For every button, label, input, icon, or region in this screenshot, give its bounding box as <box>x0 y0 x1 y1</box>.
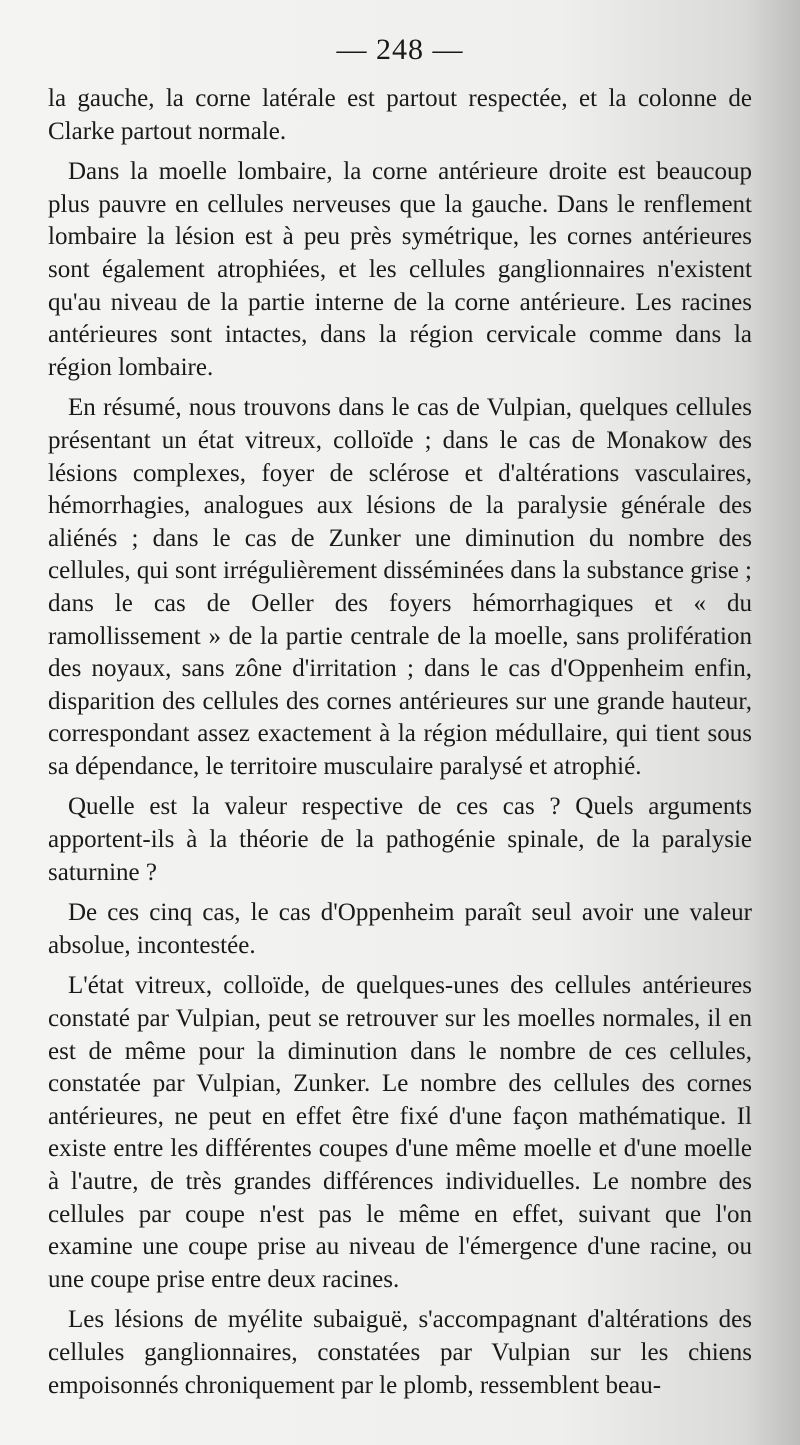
paragraph-4: Quelle est la valeur respective de ces cas ? Quels arguments apportent-ils à la théorie de la pathogénie spinale, de la paralysie saturnine ? <box>48 793 752 886</box>
body-text <box>48 83 752 1410</box>
paragraph-3: En résumé, nous trouvons dans le cas de Vulpian, quelques cellules présentant un état vitreux, colloïde ; dans le cas de Monakow des lésions complexes, foyer de sclérose et d'altérations vasculaires, hémorrhagies, analogues aux lésions de la paralysie générale des aliénés ; dans le cas de Zunker une diminution du nombre des cellules, qui sont irrégulièrement disséminées dans la substance grise ; dans le cas de Oeller des foyers hémorrhagiques et « du ramollissement » de la partie centrale de la moelle, sans prolifération des noyaux, sans zône d'irritation ; dans le cas d'Oppenheim enfin, disparition des cellules des cornes antérieures sur une grande hauteur, correspondant assez exactement à la région médullaire, qui tient sous sa dépendance, le territoire musculaire paralysé et atrophié. <box>48 394 752 780</box>
paragraph-1: la gauche, la corne latérale est partout respectée, et la colonne de Clarke partout normale. <box>48 85 752 145</box>
page-number: — 248 — <box>336 33 464 66</box>
paragraph-5: De ces cinq cas, le cas d'Oppenheim paraît seul avoir une valeur absolue, incontestée. <box>48 899 752 959</box>
paragraph-2: Dans la moelle lombaire, la corne antérieure droite est beaucoup plus pauvre en cellules nerveuses que la gauche. Dans le renflement lombaire la lésion est à peu près symétrique, les cornes antérieures sont également atrophiées, et les cellules ganglionnaires n'existent qu'au niveau de la partie interne de la corne antérieure. Les racines antérieures sont intactes, dans la région cervicale comme dans la région lombaire. <box>48 158 752 381</box>
paragraph-7: Les lésions de myélite subaiguë, s'accompagnant d'altérations des cellules ganglionnaires, constatées par Vulpian sur les chiens empoisonnés chroniquement par le plomb, ressemblent beau- <box>48 1306 752 1399</box>
paragraph-6: L'état vitreux, colloïde, de quelques-unes des cellules antérieures constaté par Vulpian, peut se retrouver sur les moelles normales, il en est de même pour la diminution dans le nombre de ces cellules, constatée par Vulpian, Zunker. Le nombre des cellules des cornes antérieures, ne peut en effet être fixé d'une façon mathématique. Il existe entre les différentes coupes d'une même moelle et d'une moelle à l'autre, de très grandes différences individuelles. Le nombre des cellules par coupe n'est pas le même en effet, suivant que l'on examine une coupe prise au niveau de l'émergence d'une racine, ou une coupe prise entre deux racines. <box>48 972 752 1293</box>
